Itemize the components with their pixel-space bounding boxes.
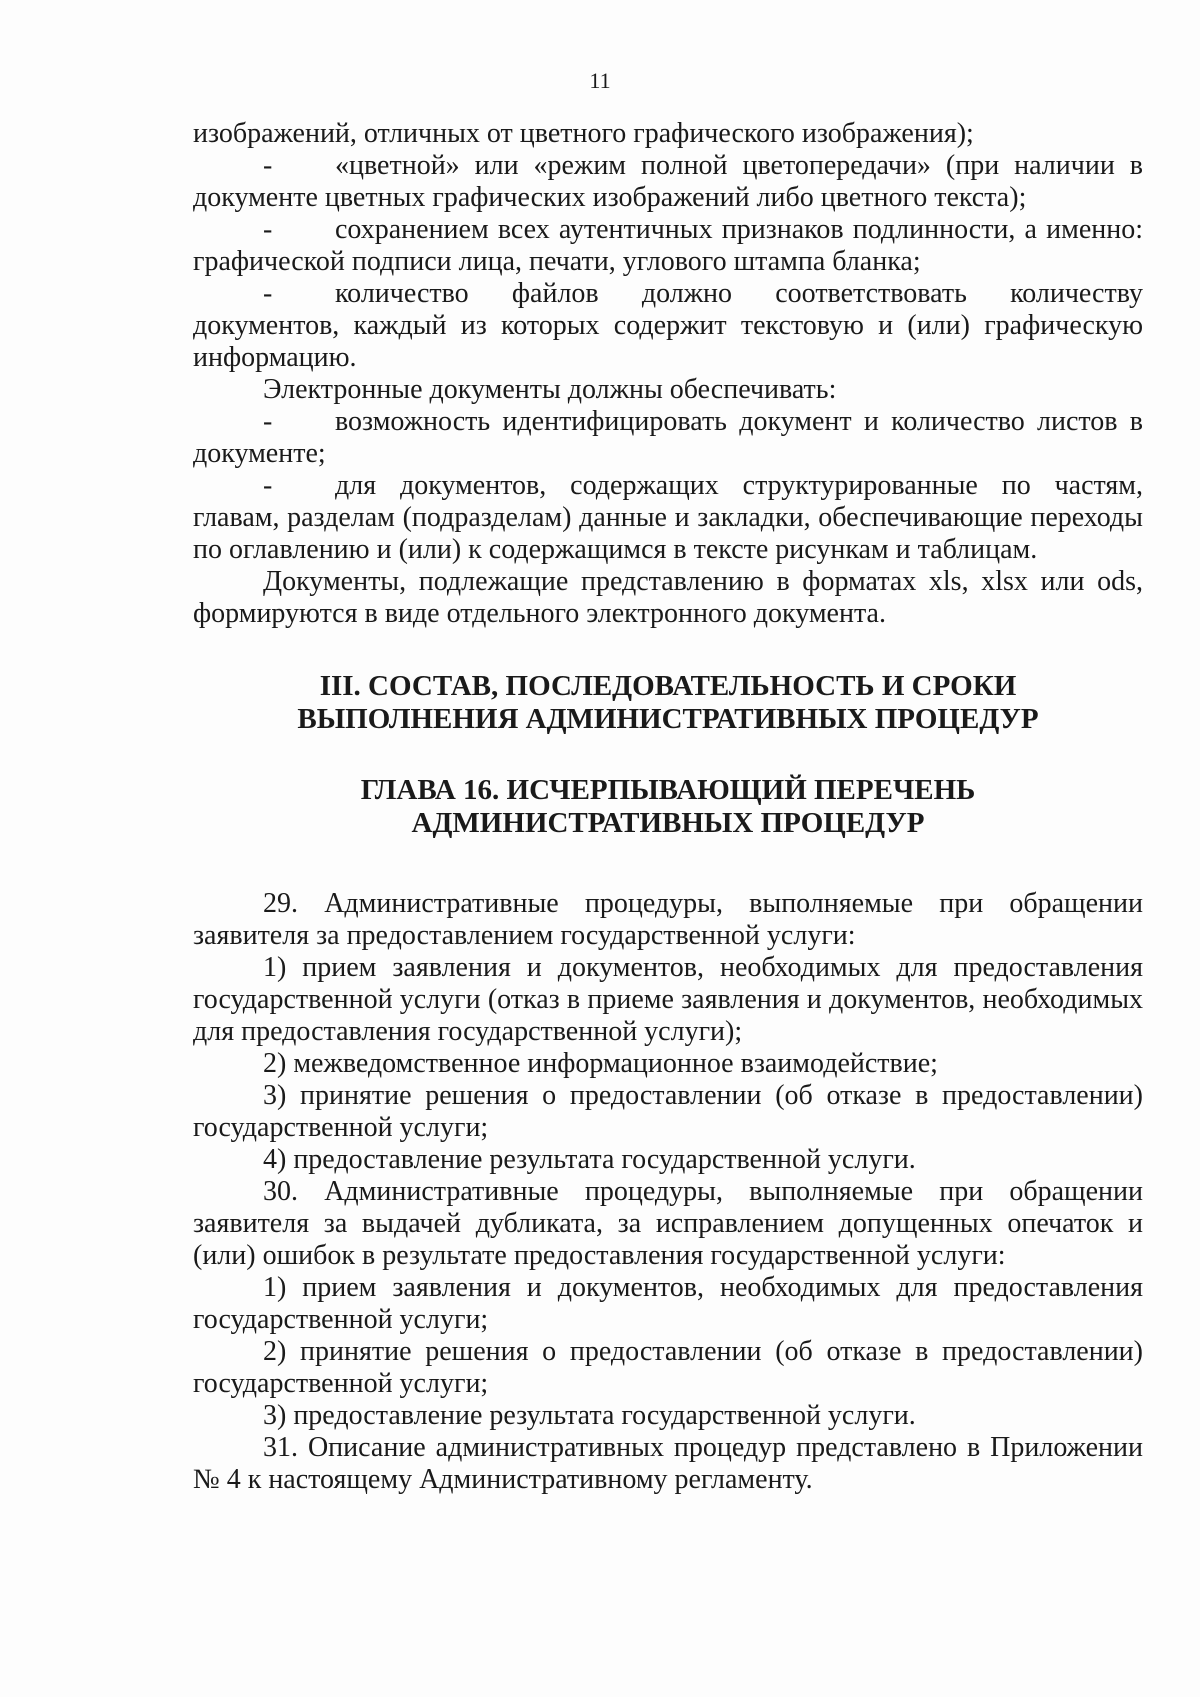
paragraph-text: количество файлов должно соответствовать количеству документов, каждый из которых содержит текстовую и (или) графическую информацию. [193, 278, 1143, 373]
paragraph: Электронные документы должны обеспечивать: [263, 374, 837, 405]
page-number: 11 [589, 68, 611, 93]
paragraph-text: для документов, содержащих структурированные по частям, главам, разделам (подразделам) данные и закладки, обеспечивающие переходы по оглавлению и (или) к содержащимся в тексте рисункам и таблицам. [193, 470, 1143, 565]
list-dash: - [263, 278, 273, 309]
paragraph [193, 278, 1143, 374]
paragraph: 2) принятие решения о предоставлении (об отказе в предоставлении) государственной услуги; [193, 1336, 1143, 1399]
list-dash: - [263, 150, 273, 181]
paragraph: 1) прием заявления и документов, необходимых для предоставления государственной услуги; [193, 1272, 1143, 1335]
section-heading [193, 670, 1143, 736]
list-dash: - [263, 406, 273, 437]
paragraph: 29. Административные процедуры, выполняемые при обращении заявителя за предоставлением государственной услуги: [193, 888, 1143, 951]
paragraph [193, 470, 1143, 566]
paragraph-text: сохранением всех аутентичных признаков подлинности, а именно: графической подписи лица, печати, углового штампа бланка; [193, 214, 1143, 277]
paragraph: 2) межведомственное информационное взаимодействие; [263, 1048, 938, 1079]
chapter-heading-line-1: ГЛАВА 16. ИСЧЕРПЫВАЮЩИЙ ПЕРЕЧЕНЬ [360, 774, 976, 806]
bottom-paragraphs [193, 888, 1143, 1496]
list-dash: - [263, 470, 273, 501]
list-dash: - [263, 214, 273, 245]
paragraph: 1) прием заявления и документов, необходимых для предоставления государственной услуги (отказ в приеме заявления и документов, необходимых для предоставления государственной услуги); [193, 952, 1143, 1047]
chapter-heading-line-2: АДМИНИСТРАТИВНЫХ ПРОЦЕДУР [411, 807, 925, 839]
paragraph: 3) предоставление результата государственной услуги. [263, 1400, 916, 1431]
paragraph [193, 150, 1143, 214]
paragraph [193, 214, 1143, 278]
paragraph: 30. Административные процедуры, выполняемые при обращении заявителя за выдачей дубликата, за исправлением допущенных опечаток и (или) ошибок в результате предоставления государственной услуги: [193, 1176, 1143, 1271]
paragraph-text: возможность идентифицировать документ и количество листов в документе; [193, 406, 1143, 469]
chapter-heading [193, 774, 1143, 840]
section-heading-line-1: III. СОСТАВ, ПОСЛЕДОВАТЕЛЬНОСТЬ И СРОКИ [319, 670, 1017, 702]
paragraph: 3) принятие решения о предоставлении (об отказе в предоставлении) государственной услуги; [193, 1080, 1143, 1143]
paragraph: изображений, отличных от цветного графического изображения); [193, 118, 974, 149]
paragraph: 4) предоставление результата государственной услуги. [263, 1144, 916, 1175]
paragraph: 31. Описание административных процедур представлено в Приложении № 4 к настоящему Административному регламенту. [193, 1432, 1143, 1495]
section-heading-line-2: ВЫПОЛНЕНИЯ АДМИНИСТРАТИВНЫХ ПРОЦЕДУР [297, 703, 1039, 735]
document-body [193, 118, 1143, 1496]
paragraph: Документы, подлежащие представлению в форматах xls, xlsx или ods, формируются в виде отдельного электронного документа. [193, 566, 1143, 629]
top-paragraphs [193, 118, 1143, 630]
paragraph [193, 406, 1143, 470]
paragraph-text: «цветной» или «режим полной цветопередачи» (при наличии в документе цветных графических изображений либо цветного текста); [193, 150, 1143, 213]
